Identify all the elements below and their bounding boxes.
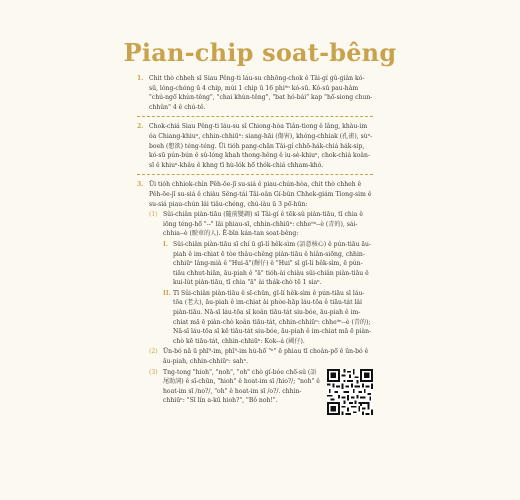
- sub-item-number: (1): [149, 211, 158, 219]
- item-text: Chok-chiá Siau Pêng-ti láu-su sī Chiong-hòa Tiân-tiong ê lâng, khàu-im óa Chiang-khiuⁿ, chhin-chhiūⁿ: siang-hāi (傷害), khóng-chhiak (孔雀), sùⁿ-boeh (想欲) téng-téng. Ūi tióh pang-chān Tâi-gí chhō-hák-chiá hák-sip, kó-sū pún-bún ê sû-lóng khah thong-hêng ê iu-sè-khiuⁿ, chok-chiá koân-sī ê khiuⁿ-khâu ê khng tī hù-lók hō͘ thók-chiá chham-khó.: [149, 123, 373, 169]
- roman-item-2: [163, 289, 373, 347]
- sub-item-text: Tng-tong "hioh", "noh", "oh" chò gí-bóe chō͘-sû (語尾助詞) ê sî-chūn, "hioh" ê hoat-im sī /hio?/; "noh" ê hoat-im sī /no?/, "oh" ê hoat-im sī /o?/. chhin-chhiūⁿ: "Sī lín a-kū hioh?", "Bô noh!".: [163, 368, 320, 405]
- last-note-with-qr: [149, 367, 373, 415]
- item-number: 2.: [137, 123, 144, 131]
- item-number: 1.: [137, 75, 144, 82]
- dashed-divider: [137, 116, 373, 117]
- sub-item-1: [149, 210, 373, 346]
- roman-number: II.: [163, 289, 171, 297]
- page-title: Pian-chip soat-bêng: [123, 38, 397, 67]
- note-item-3: [137, 180, 373, 414]
- dashed-divider: [137, 174, 373, 175]
- qr-code-icon[interactable]: [327, 369, 373, 415]
- roman-text: Sûi-chiân piàn-tiāu sī chí ū gī-lí hêk-sìm (語意核心) ê pún-tiāu āu-piah ê im-chiat ē tòe thâu-chêng piàn-tiāu ê hiân-siōng, chhin-chhiūⁿ lâng-mià ê "Hui-ā"(輝仔) ê "Hui" sī gī-lí hêk-sìm, ē pún-tiāu chhut-hiān, āu-piah ê "ā" tióh-ài chiàu sûi-chiân piàn-tiāu ê kui-lùt piàn-tiāu, tī chia "ā" ài thák-chò tē 1 siaⁿ.: [173, 240, 371, 287]
- sub-item-number: (3): [149, 368, 158, 376]
- sub-item-3: [149, 368, 321, 406]
- item-text: Chit thò chheh sī Siau Pêng-ti láu-su chhōng-chok ê Tâi-gí gû-giân kó-sū, lóng-chóng ū 4 chip, múi 1 chip ū 16 phi⁹ⁿ kó-sū. Kó-sū pau-hâm "chú-ngō͘ khùn-têng", "chai khùn-têng", "bat hó-bái" kap "hō͘-siong chun-chhûn" 4 ê chú-tê.: [149, 75, 373, 111]
- roman-number: I.: [163, 240, 168, 248]
- sub-item-number: (2): [149, 348, 158, 356]
- item-number: 3.: [137, 181, 144, 189]
- item-intro: Ūi tióh chhiok-chìn Pêh-ōe-jī su-siá ê piau-chún-hòa, chit thò chheh ê Pêh-ōe-jī su-siá ê chiàu Sêng-tái Tâi-oân Gí-bûn Chhek-giám Tiong-sim ê su-siá piau-chún lái tiâu-chéng, chú-iàu ū 3 pō͘-hūn:: [149, 181, 372, 208]
- roman-item-1: [163, 240, 373, 288]
- roman-text: Tī Sûi-chiân piàn-tiāu ê sî-chūn, gī-lí hêk-sìm ê pún-tiāu sī láu-tōa (老大), āu-piah ê im-chiat ài phòe-hāp láu-tōa ê tiāu-tát lâi piàn-tiāu. Nā-sī láu-tōa sī koân tiāu-tát siu-bóe, āu-piah ê im-chiat mā ē piàn-chò koân tiāu-tát, chhin-chhiūⁿ: chhe⁹ⁿ--è (青的); Nā-sī láu-tōa sī kē tiāu-tát siu-bóe, āu-piah ê im-chiat mā ē piàn-chò kē tiāu-tát, chhin-chhiūⁿ: Kok--á (國仔).: [173, 289, 372, 345]
- sub-item-text: Sûi-chiân piàn-tiāu (隨前變調) sī Tâi-gí ê tēk-sû piàn-tiāu, tī chia ê iōng téng-hō͘ "--" lâi phiau-sī, chhin-chhiūⁿ: chhe⁹ⁿ--è (青的), sái-chhia--è (駛車的人). Ē-bīn kán-tan soat-bêng:: [163, 211, 363, 238]
- notes-content: [137, 74, 373, 415]
- sub-item-text: Ūn-bó nā ū phī⁹-im, phī⁹-im hù-hō͘ "ⁿ" ē phiau tī choân-pō͘ ê ūn-bó ê āu-piah, chhin-chhiūⁿ: sahⁿ.: [163, 348, 369, 366]
- note-item-1: [137, 74, 373, 112]
- note-item-2: [137, 122, 373, 170]
- sub-item-2: [149, 347, 373, 366]
